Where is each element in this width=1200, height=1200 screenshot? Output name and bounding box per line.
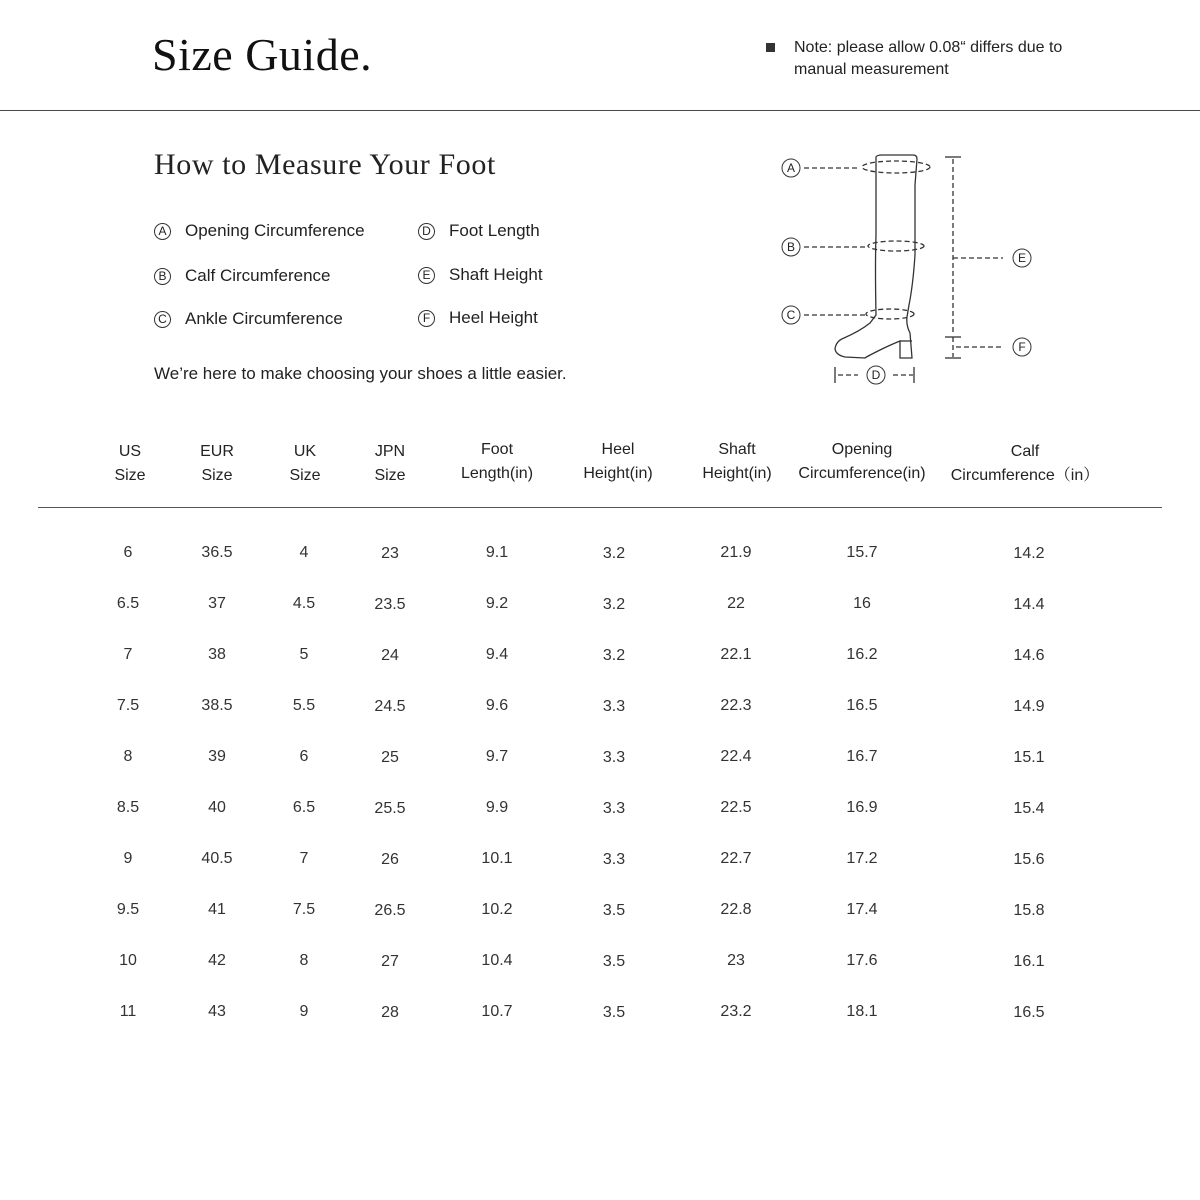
legend-item-heel-height [418, 308, 538, 328]
legend-item-shaft-height [418, 265, 543, 285]
table-cell: 22.3 [720, 697, 752, 714]
table-cell: 38 [208, 646, 226, 663]
table-cell: 9.1 [485, 544, 509, 561]
diagram-label-d: D [871, 368, 881, 382]
diagram-label-f: F [1018, 340, 1026, 354]
table-cell: 25.5 [374, 800, 406, 817]
table-cell: 15.6 [1013, 851, 1045, 868]
table-cell: 38.5 [201, 697, 233, 714]
table-cell: 9.5 [116, 901, 140, 918]
table-cell: 4.5 [292, 595, 316, 612]
table-row [0, 799, 1200, 823]
table-cell: 22 [727, 595, 745, 612]
table-cell: 3.5 [602, 953, 626, 970]
table-cell: 41 [208, 901, 226, 918]
legend-label: Opening Circumference [185, 221, 365, 240]
table-cell: 14.2 [1013, 545, 1045, 562]
table-cell: 40.5 [201, 850, 233, 867]
legend-item-ankle-circumference [154, 309, 343, 329]
table-cell: 15.7 [846, 544, 878, 561]
table-cell: 6 [123, 544, 133, 561]
table-cell: 16.2 [846, 646, 878, 663]
table-cell: 26 [381, 851, 399, 868]
legend-label: Foot Length [449, 221, 540, 240]
table-row [0, 697, 1200, 721]
square-bullet-icon [766, 43, 775, 52]
table-cell: 15.1 [1013, 749, 1045, 766]
boot-measurement-diagram [770, 145, 1040, 395]
table-cell: 3.3 [602, 800, 626, 817]
table-cell: 16.5 [1013, 1004, 1045, 1021]
tagline: We’re here to make choosing your shoes a little easier. [154, 364, 567, 383]
table-cell: 37 [208, 595, 226, 612]
table-cell: 9.7 [485, 748, 509, 765]
diagram-label-b: B [786, 240, 796, 254]
table-cell: 7.5 [116, 697, 140, 714]
diagram-label-c: C [786, 308, 796, 322]
table-cell: 23.2 [720, 1003, 752, 1020]
legend-item-opening-circumference [154, 221, 365, 241]
table-cell: 16.9 [846, 799, 878, 816]
section-title: How to Measure Your Foot [154, 148, 496, 181]
table-cell: 7.5 [292, 901, 316, 918]
column-header-shaft-height: Shaft Height(in) [702, 441, 772, 482]
letter-b-icon: B [154, 268, 171, 285]
table-cell: 42 [208, 952, 226, 969]
table-cell: 9.6 [485, 697, 509, 714]
table-cell: 17.6 [846, 952, 878, 969]
letter-e-icon: E [418, 267, 435, 284]
table-cell: 22.8 [720, 901, 752, 918]
table-cell: 7 [299, 850, 309, 867]
table-cell: 15.8 [1013, 902, 1045, 919]
letter-c-icon: C [154, 311, 171, 328]
table-cell: 22.5 [720, 799, 752, 816]
table-cell: 9 [299, 1003, 309, 1020]
table-cell: 5 [299, 646, 309, 663]
table-cell: 10.7 [481, 1003, 513, 1020]
table-cell: 24.5 [374, 698, 406, 715]
table-row [0, 748, 1200, 772]
table-divider [38, 507, 1162, 508]
column-header-foot-length: Foot Length(in) [460, 441, 534, 482]
column-header-eur-size: EUR Size [200, 443, 234, 484]
table-cell: 23 [727, 952, 745, 969]
letter-a-icon: A [154, 223, 171, 240]
table-cell: 21.9 [720, 544, 752, 561]
table-cell: 10 [119, 952, 137, 969]
letter-f-icon: F [418, 310, 435, 327]
table-cell: 17.2 [846, 850, 878, 867]
table-row [0, 646, 1200, 670]
table-row [0, 1003, 1200, 1027]
table-cell: 23 [381, 545, 399, 562]
table-row [0, 595, 1200, 619]
table-cell: 43 [208, 1003, 226, 1020]
legend-label: Ankle Circumference [185, 309, 343, 328]
table-cell: 9.2 [485, 595, 509, 612]
table-cell: 28 [381, 1004, 399, 1021]
table-cell: 27 [381, 953, 399, 970]
table-cell: 5.5 [292, 697, 316, 714]
boot-outline-icon [835, 155, 917, 358]
table-cell: 16.7 [846, 748, 878, 765]
column-header-jpn-size: JPN Size [374, 443, 406, 484]
table-cell: 3.5 [602, 902, 626, 919]
table-cell: 3.2 [602, 647, 626, 664]
letter-d-icon: D [418, 223, 435, 240]
table-cell: 14.9 [1013, 698, 1045, 715]
table-cell: 4 [299, 544, 309, 561]
table-cell: 22.4 [720, 748, 752, 765]
column-header-us-size: US Size [114, 443, 146, 484]
diagram-label-a: A [786, 161, 796, 175]
table-cell: 10.2 [481, 901, 513, 918]
table-cell: 3.5 [602, 1004, 626, 1021]
table-cell: 16 [853, 595, 871, 612]
diagram-label-e: E [1017, 251, 1027, 265]
table-cell: 16.1 [1013, 953, 1045, 970]
table-cell: 16.5 [846, 697, 878, 714]
column-header-heel-height: Heel Height(in) [583, 441, 653, 482]
table-cell: 8 [299, 952, 309, 969]
table-cell: 15.4 [1013, 800, 1045, 817]
table-cell: 6.5 [292, 799, 316, 816]
legend-item-foot-length [418, 221, 540, 241]
table-cell: 18.1 [846, 1003, 878, 1020]
table-cell: 9.4 [485, 646, 509, 663]
legend-label: Shaft Height [449, 265, 543, 284]
table-cell: 6.5 [116, 595, 140, 612]
table-cell: 22.1 [720, 646, 752, 663]
legend-item-calf-circumference [154, 266, 331, 286]
table-cell: 7 [123, 646, 133, 663]
table-cell: 26.5 [374, 902, 406, 919]
table-cell: 14.6 [1013, 647, 1045, 664]
table-row [0, 901, 1200, 925]
table-cell: 10.1 [481, 850, 513, 867]
table-cell: 17.4 [846, 901, 878, 918]
table-cell: 11 [119, 1003, 137, 1020]
table-cell: 6 [299, 748, 309, 765]
table-cell: 14.4 [1013, 596, 1045, 613]
column-header-calf-circumference: Calf Circumference（in） [950, 443, 1100, 484]
header-divider [0, 110, 1200, 111]
table-cell: 3.2 [602, 596, 626, 613]
table-cell: 3.3 [602, 851, 626, 868]
table-cell: 40 [208, 799, 226, 816]
legend-label: Calf Circumference [185, 266, 331, 285]
size-table-header [0, 440, 1200, 490]
column-header-opening-circumference: Opening Circumference(in) [798, 441, 926, 482]
table-cell: 9.9 [485, 799, 509, 816]
table-cell: 36.5 [201, 544, 233, 561]
table-cell: 8 [123, 748, 133, 765]
table-cell: 24 [381, 647, 399, 664]
table-cell: 8.5 [116, 799, 140, 816]
page-title: Size Guide. [152, 29, 373, 80]
table-cell: 39 [208, 748, 226, 765]
table-cell: 25 [381, 749, 399, 766]
table-cell: 22.7 [720, 850, 752, 867]
table-cell: 9 [123, 850, 133, 867]
table-cell: 10.4 [481, 952, 513, 969]
table-cell: 23.5 [374, 596, 406, 613]
table-cell: 3.3 [602, 749, 626, 766]
table-cell: 3.3 [602, 698, 626, 715]
column-header-uk-size: UK Size [289, 443, 321, 484]
table-row [0, 850, 1200, 874]
legend-label: Heel Height [449, 308, 538, 327]
table-row [0, 952, 1200, 976]
table-cell: 3.2 [602, 545, 626, 562]
table-row [0, 544, 1200, 568]
note-text: Note: please allow 0.08“ differs due to manual measurement [794, 39, 1063, 78]
